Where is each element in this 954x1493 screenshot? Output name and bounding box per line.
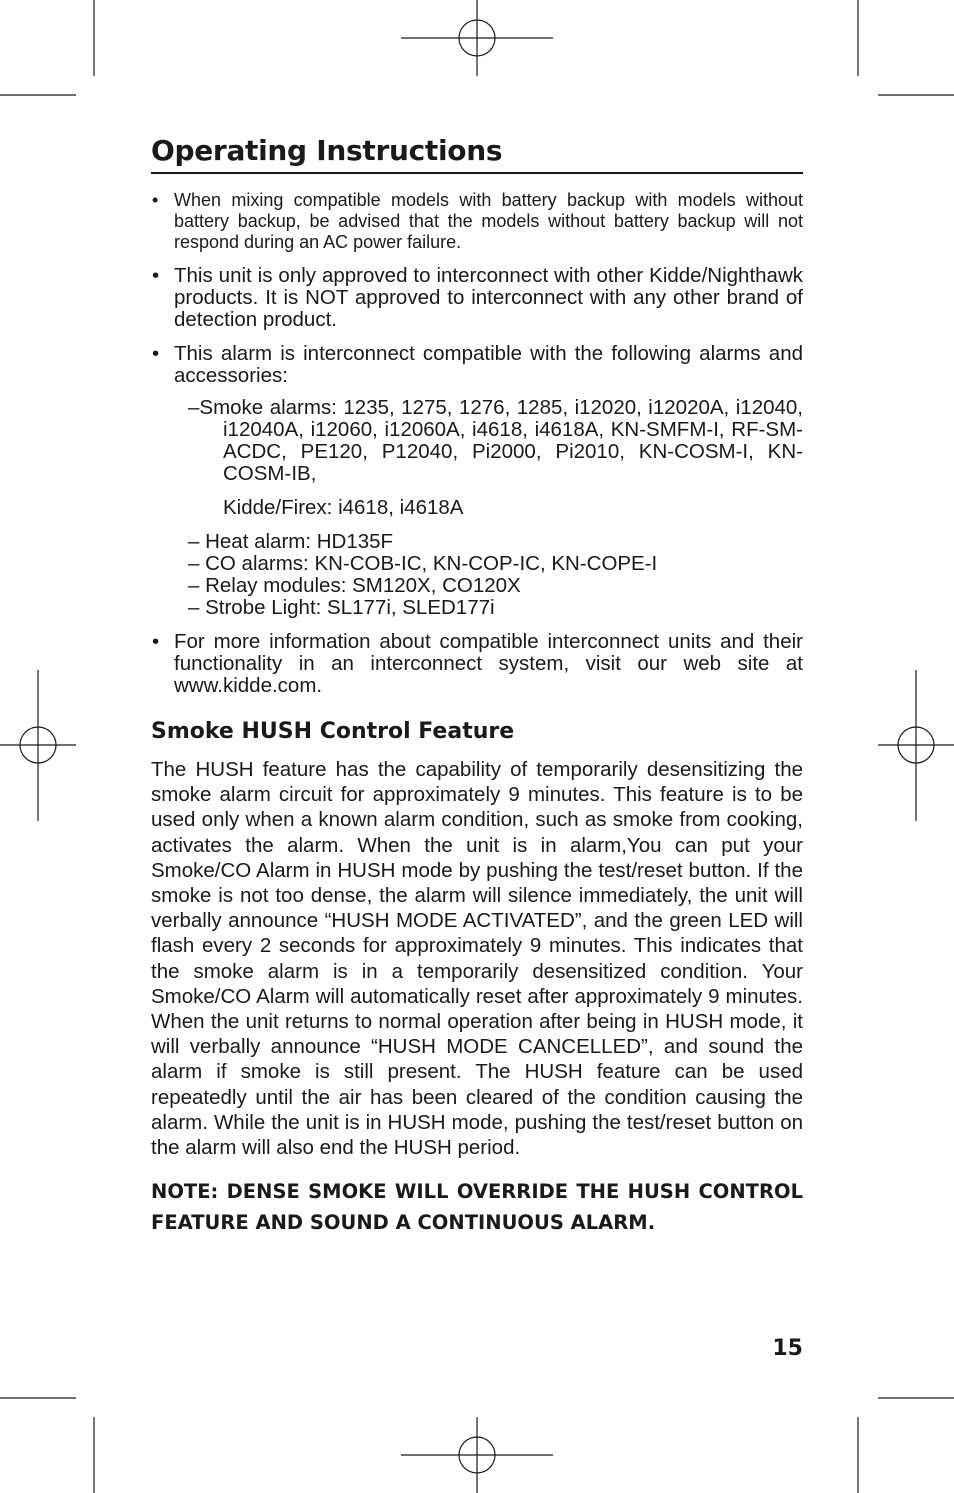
hush-note: NOTE: DENSE SMOKE WILL OVERRIDE THE HUSH CONTROL FEATURE AND SOUND A CONTINUOUS ALARM. xyxy=(151,1180,803,1235)
page-title: Operating Instructions xyxy=(151,132,803,174)
list-item: – Heat alarm: HD135F xyxy=(188,530,394,553)
kidde-firex-list: Kidde/Firex: i4618, i4618A xyxy=(223,496,464,519)
list-item: – Strobe Light: SL177i, SLED177i xyxy=(188,596,495,619)
bullet-interconnect-approval: • This unit is only approved to interconnect with other Kidde/Nighthawk products. It is NOT approved to interconnect with any other brand of detection product. xyxy=(151,265,803,331)
bullet-more-info: • For more information about compatible interconnect units and their functionality in an interconnect system, visit our web site at www.kidde.com. xyxy=(151,631,803,697)
list-item: – CO alarms: KN-COB-IC, KN-COP-IC, KN-COPE-I xyxy=(188,552,658,575)
section-heading-hush: Smoke HUSH Control Feature xyxy=(151,719,515,744)
smoke-alarms-list: –Smoke alarms: 1235, 1275, 1276, 1285, i12020, i12020A, i12040, i12040A, i12060, i12060A, i4618, i4618A, KN-SMFM-I, RF-SM-ACDC, PE120, P12040, Pi2000, Pi2010, KN-COSM-I, KN-COSM-IB, xyxy=(188,396,803,485)
registration-mark-left xyxy=(0,670,76,821)
registration-mark-top xyxy=(401,0,553,76)
compatible-models xyxy=(188,397,803,619)
compatibility-bullets xyxy=(151,190,803,697)
page-content xyxy=(151,132,803,1238)
accessory-list xyxy=(188,531,803,619)
bullet-compatible-list xyxy=(151,343,803,619)
registration-mark-bottom xyxy=(401,1417,553,1493)
hush-description: The HUSH feature has the capability of temporarily desensitizing the smoke alarm circuit for approximately 9 minutes. This feature is to be used only when a known alarm condition, such as smoke from cooking, activates the alarm. When the unit is in alarm,You can put your Smoke/CO Alarm in HUSH mode by pushing the test/reset button. If the smoke is not too dense, the alarm will silence immediately, the unit will verbally announce “HUSH MODE ACTIVATED”, and the green LED will flash every 2 seconds for approximately 9 minutes. This indicates that the smoke alarm is in a temporarily desensitized condition. Your Smoke/CO Alarm will automatically reset after approximately 9 minutes. When the unit returns to normal operation after being in HUSH mode, it will verbally announce “HUSH MODE CANCELLED”, and sound the alarm if smoke is still present. The HUSH feature can be used repeatedly until the air has been cleared of the condition causing the alarm. While the unit is in HUSH mode, pushing the test/reset button on the alarm will also end the HUSH period. xyxy=(151,758,803,1160)
bullet-battery-backup: • When mixing compatible models with battery backup with models without battery backup, be advised that the models without battery backup will not respond during an AC power failure. xyxy=(151,190,803,253)
page-number: 15 xyxy=(772,1336,803,1361)
list-item: – Relay modules: SM120X, CO120X xyxy=(188,574,521,597)
bullet-compatible-intro: This alarm is interconnect compatible with the following alarms and accessories: xyxy=(174,342,803,387)
registration-mark-right xyxy=(878,670,954,821)
